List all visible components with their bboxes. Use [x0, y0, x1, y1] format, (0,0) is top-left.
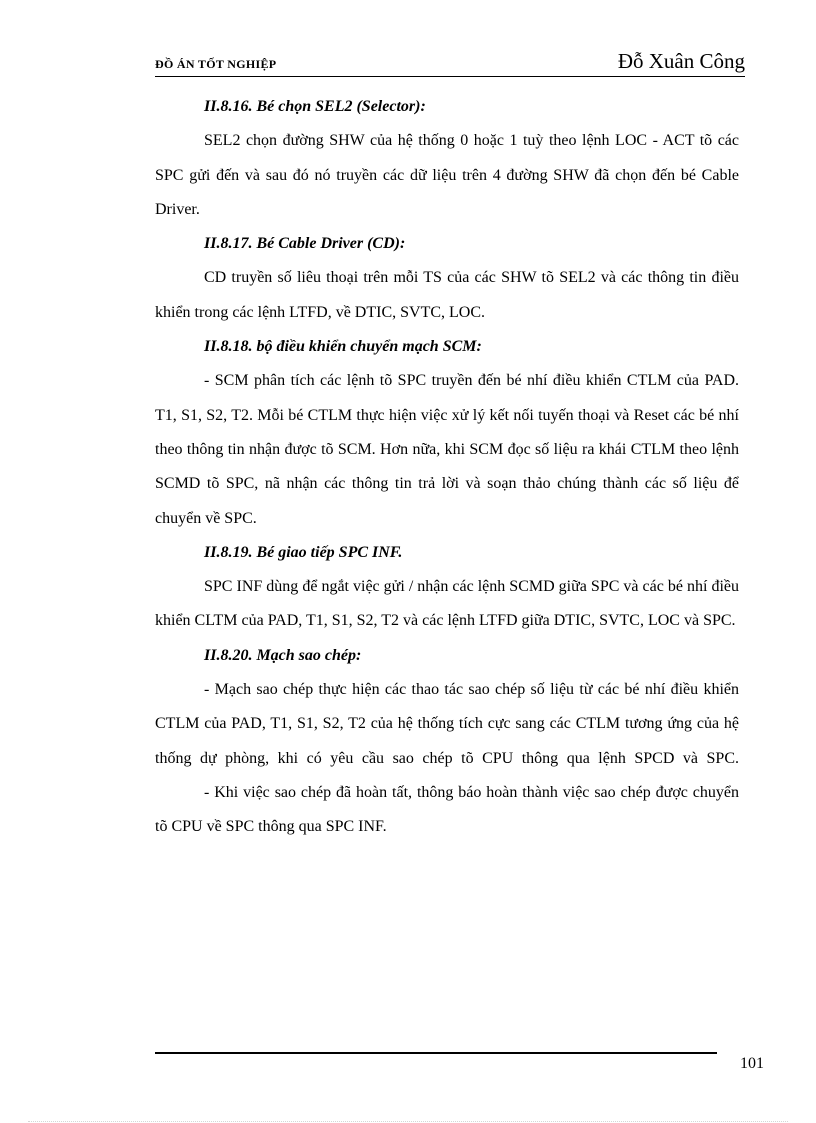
- section-paragraph: SEL2 chọn đường SHW của hệ thống 0 hoặc 1 tuỳ theo lệnh LOC - ACT tõ các SPC gửi đến và sau đó nó truyền các dữ liệu trên 4 đường SHW đã chọn đến bé Cable Driver.: [155, 132, 739, 218]
- section-cable-driver: [155, 227, 739, 330]
- section-spc-inf: [155, 536, 739, 639]
- page-number: 101: [740, 1055, 764, 1072]
- section-heading: II.8.17. Bé Cable Driver (CD):: [204, 235, 406, 253]
- section-heading: II.8.18. bộ điều khiển chuyển mạch SCM:: [204, 338, 482, 356]
- section-paragraph: - Mạch sao chép thực hiện các thao tác sao chép số liệu từ các bé nhí điều khiển CTLM của PAD, T1, S1, S2, T2 của hệ thống tích cực sang các CTLM tương ứng của hệ thống dự phòng, khi có yêu cầu sao chép tõ CPU thông qua lệnh SPCD và SPC.: [155, 681, 739, 767]
- section-paragraph: SPC INF dùng để ngắt việc gửi / nhận các lệnh SCMD giữa SPC và các bé nhí điều khiển CLTM của PAD, T1, S1, S2, T2 và các lệnh LTFD giữa DTIC, SVTC, LOC và SPC.: [155, 578, 739, 630]
- section-copy-circuit: [155, 639, 739, 845]
- section-paragraph: - SCM phân tích các lệnh tõ SPC truyền đến bé nhí điều khiển CTLM của PAD. T1, S1, S2, T2. Mỗi bé CTLM thực hiện việc xử lý kết nối tuyến thoại và Reset các bé nhí theo thông tin nhận được tõ SCM. Hơn nữa, khi SCM đọc số liệu ra khái CTLM theo lệnh SCMD tõ SPC, nã nhận các thông tin trả lời và soạn thảo chúng thành các số liệu để chuyển về SPC.: [155, 372, 739, 527]
- section-sel2: [155, 90, 739, 227]
- section-heading: II.8.20. Mạch sao chép:: [204, 646, 362, 664]
- section-heading: II.8.19. Bé giao tiếp SPC INF.: [204, 543, 403, 561]
- header-author-name: Đỗ Xuân Công: [617, 49, 745, 73]
- section-paragraph: - Khi việc sao chép đã hoàn tất, thông báo hoàn thành việc sao chép được chuyển tõ CPU về SPC thông qua SPC INF.: [155, 783, 739, 836]
- section-paragraph: CD truyền số liêu thoại trên mỗi TS của các SHW tõ SEL2 và các thông tin điều khiển trong các lệnh LTFD, về DTIC, SVTC, LOC.: [155, 269, 739, 321]
- page-bottom-divider: [28, 1121, 788, 1122]
- document-body: [155, 90, 739, 845]
- section-heading: II.8.16. Bé chọn SEL2 (Selector):: [204, 98, 426, 115]
- footer-rule: [155, 1052, 717, 1054]
- header-document-type: ĐỒ ÁN TỐT NGHIỆP: [155, 57, 277, 71]
- section-scm: [155, 330, 739, 536]
- page-header: [155, 46, 745, 77]
